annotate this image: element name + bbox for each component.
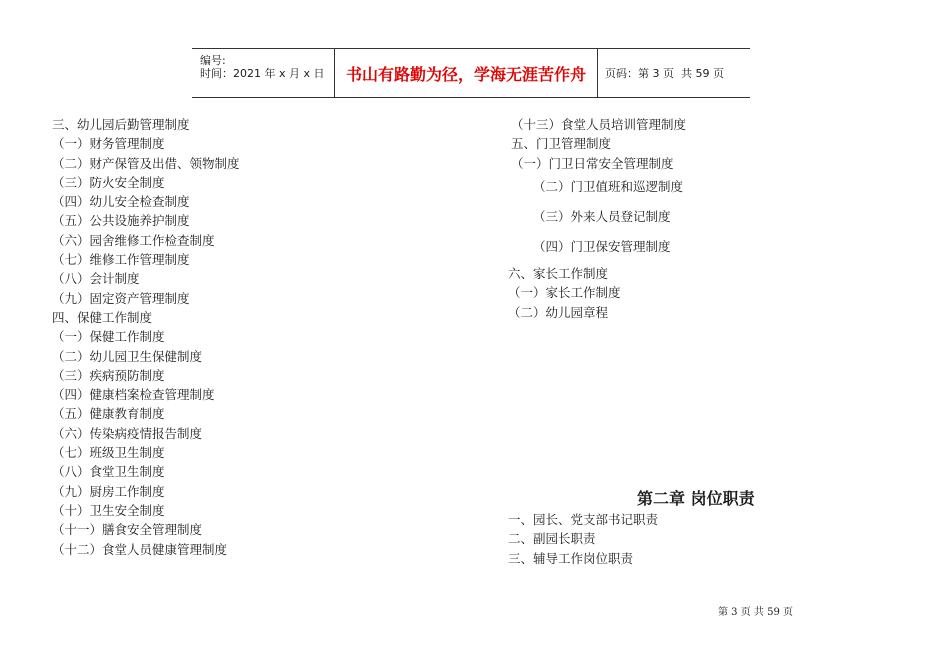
chapter-items bbox=[508, 510, 658, 568]
header-page-info bbox=[605, 49, 724, 97]
header-motto: 书山有路勤为径，学海无涯苦作舟 bbox=[334, 49, 598, 97]
toc-entry: （三）防火安全制度 bbox=[52, 174, 165, 190]
toc-entry: （四）门卫保安管理制度 bbox=[533, 239, 671, 254]
toc-right-column-top bbox=[511, 115, 686, 173]
toc-entry: （六）传染病疫情报告制度 bbox=[52, 425, 203, 441]
time-label: 时间：2021 年 x 月 x 日 bbox=[200, 67, 325, 80]
toc-entry: （十）卫生安全制度 bbox=[52, 502, 165, 518]
toc-entry: （六）园舍维修工作检查制度 bbox=[52, 232, 215, 248]
toc-entry: （二）财产保管及出借、领物制度 bbox=[52, 155, 240, 171]
toc-entry: （十一）膳食安全管理制度 bbox=[52, 522, 203, 538]
toc-entry: （九）厨房工作制度 bbox=[52, 483, 165, 499]
toc-right-column-indented bbox=[533, 172, 683, 262]
toc-entry: （三）外来人员登记制度 bbox=[533, 209, 671, 224]
toc-left-column bbox=[52, 115, 240, 559]
chapter-item: 二、副园长职责 bbox=[508, 531, 596, 547]
toc-right-column-parent bbox=[508, 264, 621, 322]
number-label: 编号: bbox=[200, 54, 226, 67]
toc-entry: （九）固定资产管理制度 bbox=[52, 290, 190, 306]
toc-entry: （二）门卫值班和巡逻制度 bbox=[533, 179, 684, 194]
toc-entry: （二）幼儿园卫生保健制度 bbox=[52, 348, 203, 364]
toc-entry: 五、门卫管理制度 bbox=[511, 136, 612, 152]
chapter-item: 一、园长、党支部书记职责 bbox=[508, 512, 659, 527]
page-label: 页码：第 3 页 共 59 页 bbox=[605, 67, 724, 80]
toc-entry: （八）会计制度 bbox=[52, 271, 140, 287]
toc-entry: 三、幼儿园后勤管理制度 bbox=[52, 117, 190, 132]
toc-entry: 六、家长工作制度 bbox=[508, 266, 609, 281]
toc-entry: （一）保健工作制度 bbox=[52, 329, 165, 345]
chapter-item: 三、辅导工作岗位职责 bbox=[508, 550, 634, 566]
toc-entry: （十三）食堂人员培训管理制度 bbox=[511, 117, 687, 132]
toc-entry: （五）健康教育制度 bbox=[52, 406, 165, 422]
toc-entry: （一）家长工作制度 bbox=[508, 285, 621, 301]
toc-entry: （十二）食堂人员健康管理制度 bbox=[52, 541, 228, 557]
toc-entry: （一）财务管理制度 bbox=[52, 136, 165, 152]
toc-entry: （七）班级卫生制度 bbox=[52, 445, 165, 461]
toc-entry: （四）健康档案检查管理制度 bbox=[52, 387, 215, 403]
toc-entry: （八）食堂卫生制度 bbox=[52, 464, 165, 480]
page-footer: 第 3 页 共 59 页 bbox=[718, 607, 793, 618]
toc-entry: （五）公共设施养护制度 bbox=[52, 213, 190, 229]
toc-entry: （一）门卫日常安全管理制度 bbox=[511, 155, 674, 171]
toc-entry: （三）疾病预防制度 bbox=[52, 367, 165, 383]
toc-entry: （七）维修工作管理制度 bbox=[52, 252, 190, 268]
toc-entry: （二）幼儿园章程 bbox=[508, 304, 609, 320]
toc-entry: （四）幼儿安全检查制度 bbox=[52, 194, 190, 210]
chapter-title: 第二章 岗位职责 bbox=[637, 489, 755, 508]
toc-entry: 四、保健工作制度 bbox=[52, 309, 153, 325]
page-header bbox=[192, 48, 750, 98]
header-meta bbox=[192, 49, 334, 97]
